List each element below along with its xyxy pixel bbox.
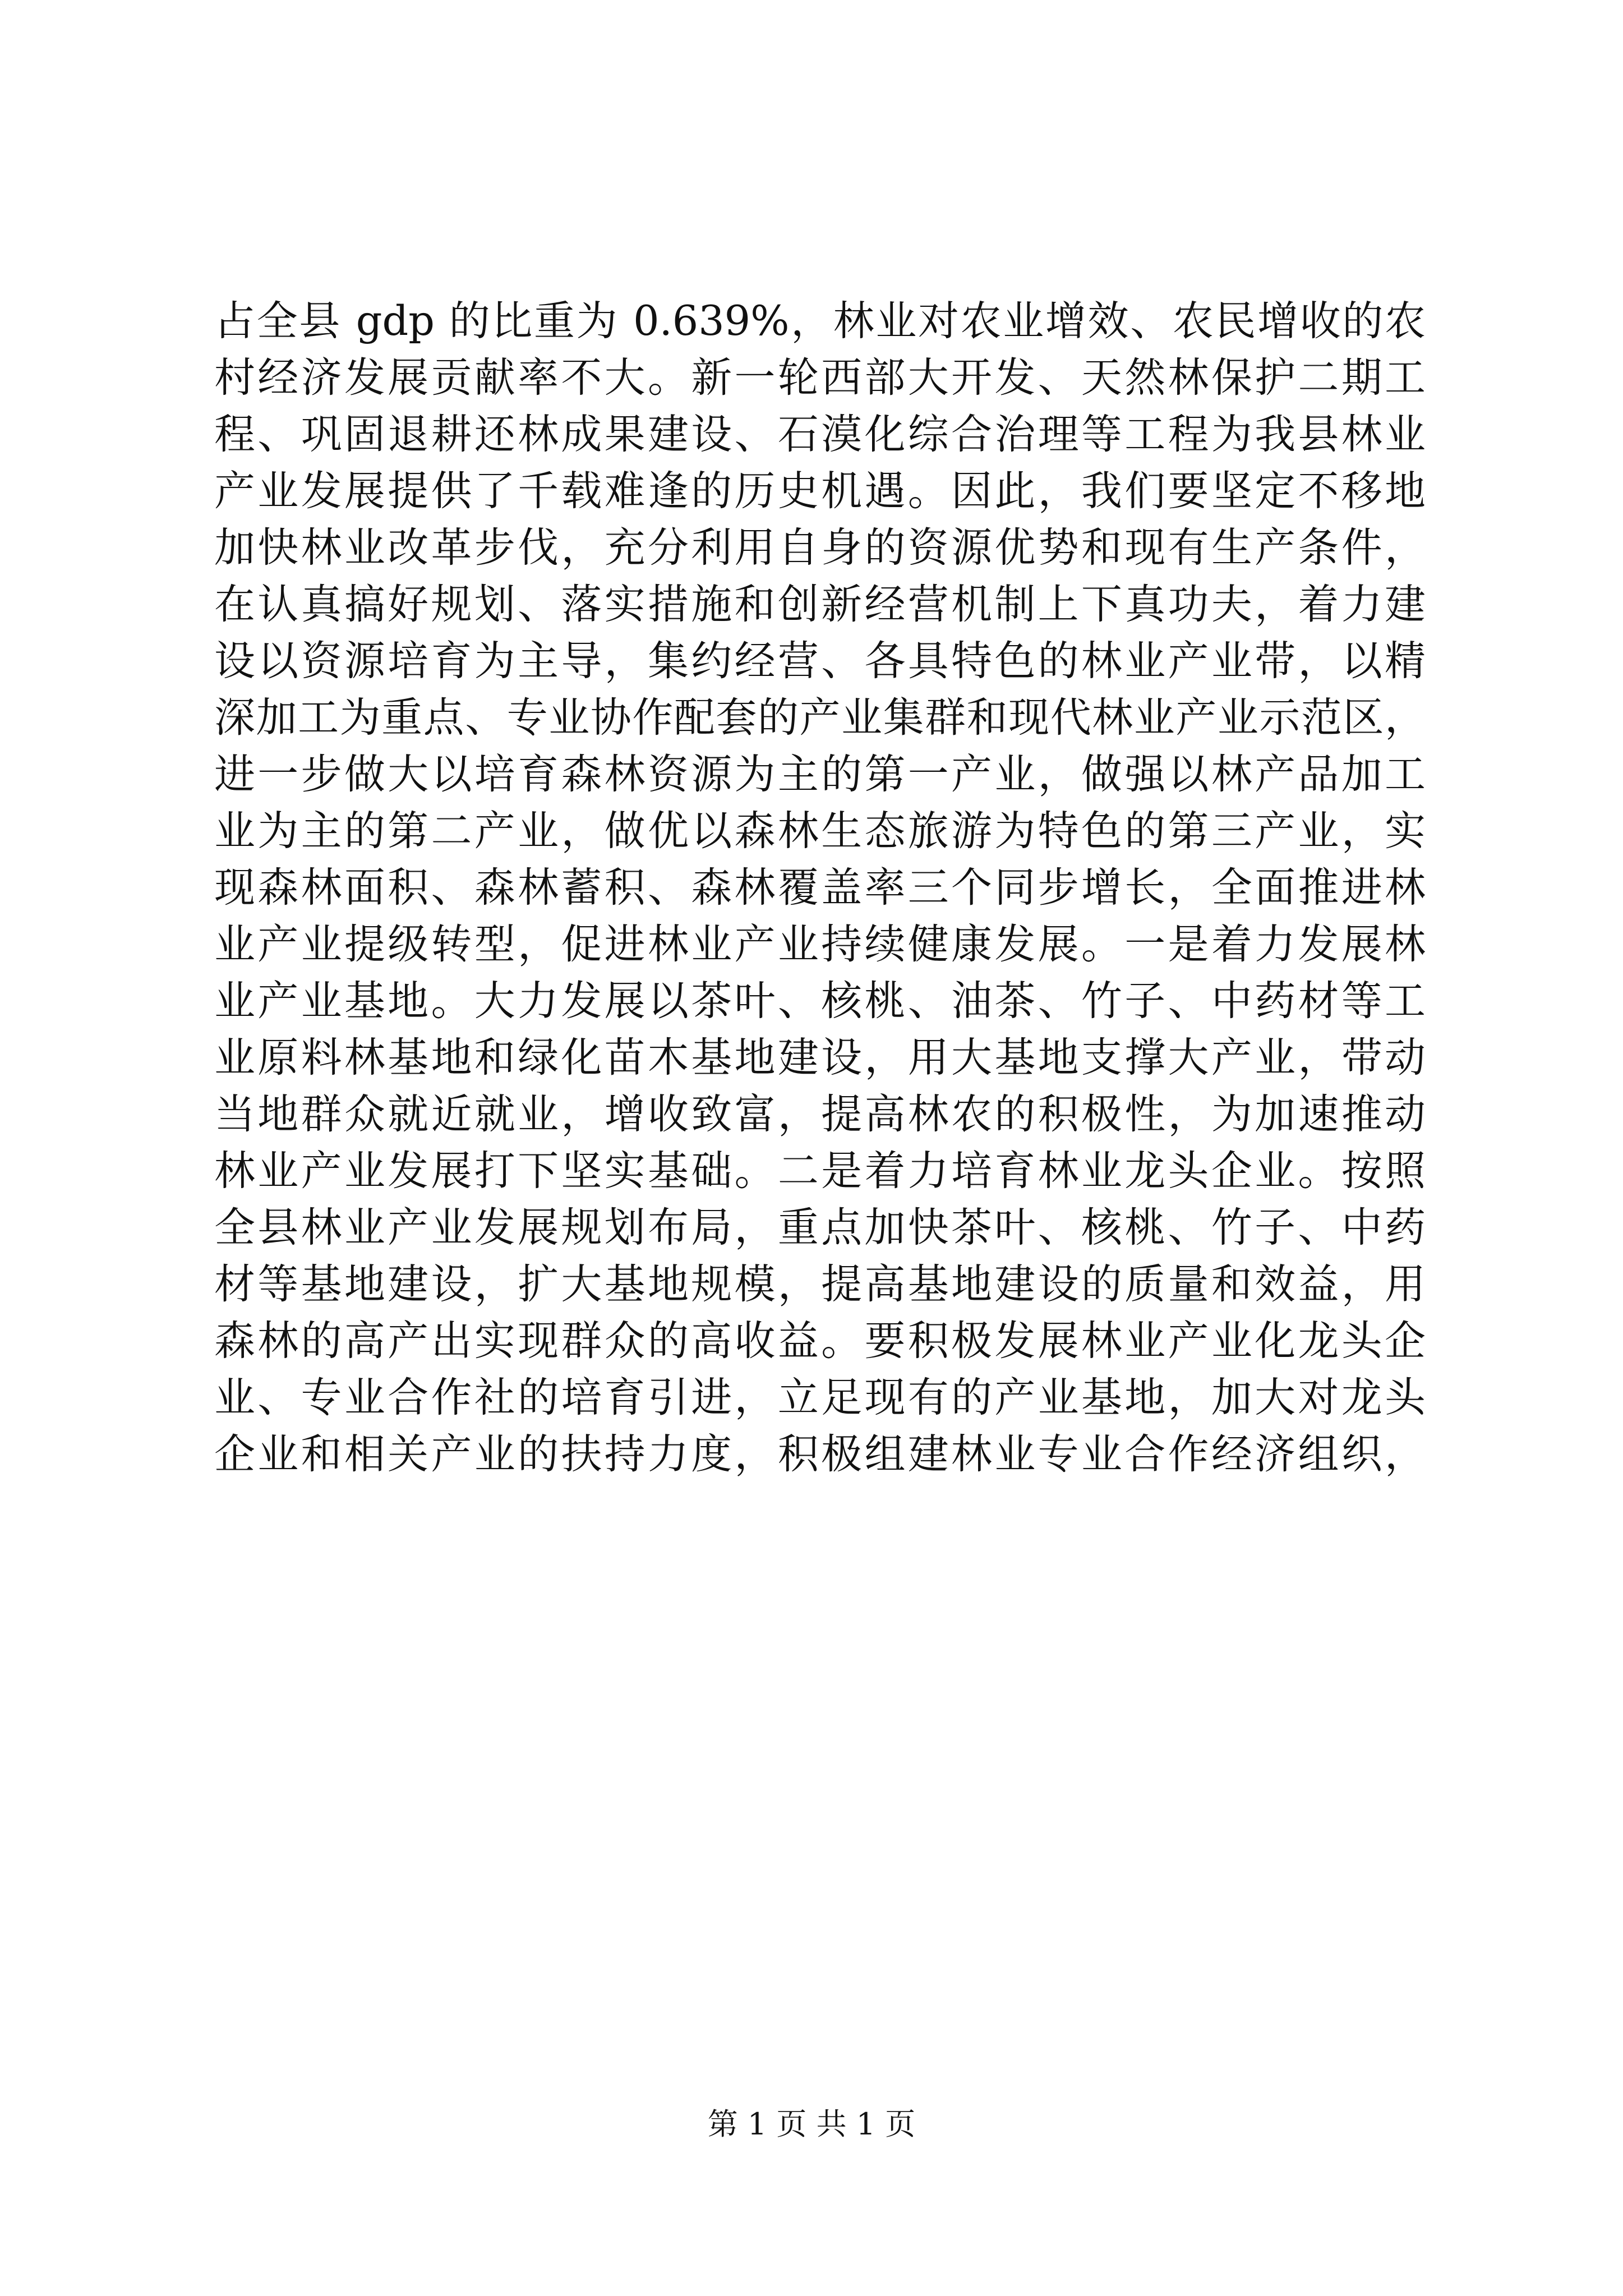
text-line: 加快林业改革步伐，充分利用自身的资源优势和现有生产条件， [214,524,1426,572]
text-line: 业产业提级转型，促进林业产业持续健康发展。一是着力发展林 [214,921,1426,968]
text-line: 设以资源培育为主导，集约经营、各具特色的林业产业带，以精 [214,637,1426,685]
text-line: 企业和相关产业的扶持力度，积极组建林业专业合作经济组织， [214,1430,1426,1478]
text-line: 现森林面积、森林蓄积、森林覆盖率三个同步增长，全面推进林 [214,864,1426,912]
page-footer: 第 1 页 共 1 页 [707,2106,916,2142]
text-line: 当地群众就近就业，增收致富，提高林农的积极性，为加速推动 [214,1091,1426,1138]
text-line: 占全县 gdp 的比重为 0.639%，林业对农业增效、农民增收的农 [214,297,1426,345]
text-line: 材等基地建设，扩大基地规模，提高基地建设的质量和效益，用 [214,1260,1426,1308]
text-line: 深加工为重点、专业协作配套的产业集群和现代林业产业示范区， [214,694,1426,742]
text-line: 全县林业产业发展规划布局，重点加快茶叶、核桃、竹子、中药 [214,1204,1426,1251]
text-line: 业、专业合作社的培育引进，立足现有的产业基地，加大对龙头 [214,1374,1426,1421]
text-line: 产业发展提供了千载难逢的历史机遇。因此，我们要坚定不移地 [214,467,1426,515]
text-line: 森林的高产出实现群众的高收益。要积极发展林业产业化龙头企 [214,1317,1426,1365]
text-line: 进一步做大以培育森林资源为主的第一产业，做强以林产品加工 [214,751,1426,798]
text-line: 林业产业发展打下坚实基础。二是着力培育林业龙头企业。按照 [214,1147,1426,1195]
text-line: 村经济发展贡献率不大。新一轮西部大开发、天然林保护二期工 [214,354,1426,402]
text-line: 程、巩固退耕还林成果建设、石漠化综合治理等工程为我县林业 [214,411,1426,458]
body-paragraph [214,293,1426,1483]
text-line: 业为主的第二产业，做优以森林生态旅游为特色的第三产业，实 [214,807,1426,855]
text-line: 业原料林基地和绿化苗木基地建设，用大基地支撑大产业，带动 [214,1034,1426,1082]
text-line: 业产业基地。大力发展以茶叶、核桃、油茶、竹子、中药材等工 [214,977,1426,1025]
text-line: 在认真搞好规划、落实措施和创新经营机制上下真功夫，着力建 [214,581,1426,628]
